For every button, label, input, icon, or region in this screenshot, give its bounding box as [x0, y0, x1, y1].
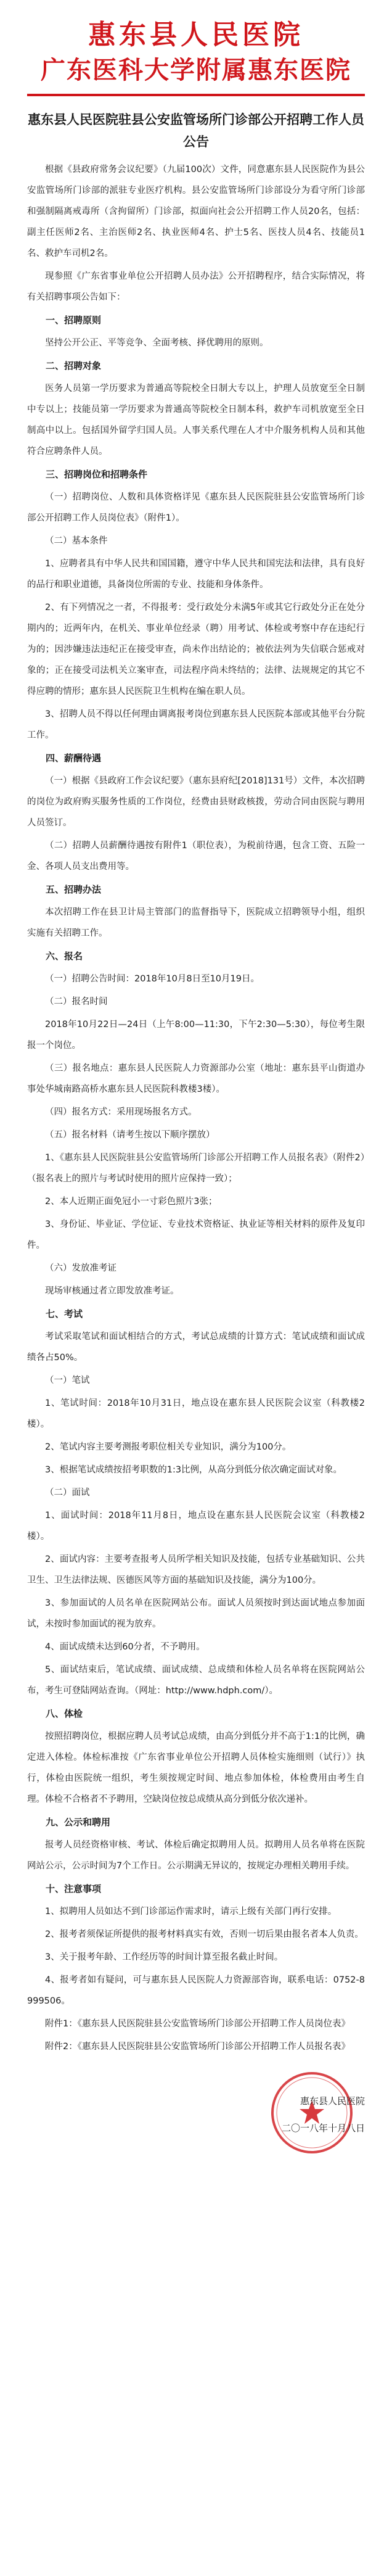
body-paragraph: （四）报名方式：采用现场报名方式。 [45, 1107, 197, 1117]
body-paragraph: （三）报名地点：惠东县人民医院人力资源部办公室（地址：惠东县平山街道办事处华城南路高桥水惠东县人民医院科教楼3楼）。 [27, 1063, 365, 1094]
signature-organization: 惠东县人民医院 [300, 2095, 365, 2107]
document-page [27, 17, 365, 2162]
body-paragraph: 附件2：《惠东县人民医院驻县公安监管场所门诊部公开招聘工作人员报名表》 [45, 2042, 350, 2052]
body-paragraph: （五）报名材料（请考生按以下顺序摆放） [45, 1130, 215, 1140]
section-heading: 十、注意事项 [46, 1883, 102, 1894]
body-paragraph: 报考人员经资格审核、考试、体检后确定拟聘用人员。拟聘用人员名单将在医院网站公示，公示时间为7个工作日。公示期满无异议的，按规定办理相关聘用手续。 [27, 1840, 365, 1871]
red-seal-icon [269, 2070, 355, 2156]
section-heading: 二、招聘对象 [46, 360, 102, 371]
letterhead-affiliation: 广东医科大学附属惠东医院 [41, 56, 351, 85]
body-paragraph: 4、报考者如有疑问，可与惠东县人民医院人力资源部咨询，联系电话：0752-8999506。 [27, 1975, 365, 2006]
document-title: 惠东县人民医院驻县公安监管场所门诊部公开招聘工作人员公告 [28, 112, 364, 149]
body-paragraph: （一）招聘岗位、人数和具体资格详见《惠东县人民医院驻县公安监管场所门诊部公开招聘工作人员岗位表》（附件1）。 [27, 492, 365, 523]
body-paragraph: 3、关于报考年龄、工作经历等的时间计算至报名截止时间。 [45, 1952, 284, 1962]
body-paragraph: （一）招聘公告时间：2018年10月8日至10月19日。 [45, 974, 259, 984]
section-heading: 一、招聘原则 [46, 315, 102, 326]
body-paragraph: （二）招聘人员薪酬待遇按有附件1（职位表），为税前待遇，包含工资、五险一金、各项人员支出费用等。 [27, 841, 365, 872]
body-paragraph: 医务人员第一学历要求为普通高等院校全日制大专以上，护理人员放宽至全日制中专以上；技能员第一学历要求为普通高等院校全日制本科，救护车司机放宽至全日制高中以上。包括国外留学归国人员。人事关系代理在人才中介服务机构人员和其他符合应聘条件人员。 [27, 384, 365, 456]
body-paragraph: 附件1：《惠东县人民医院驻县公安监管场所门诊部公开招聘工作人员岗位表》 [45, 2019, 350, 2029]
section-heading: 八、体检 [46, 1708, 83, 1719]
body-paragraph: （六）发放准考证 [45, 1263, 116, 1273]
body-paragraph: 根据《县政府常务会议纪要》（九届100次）文件，同意惠东县人民医院作为县公安监管场所门诊部的派驻专业医疗机构。县公安监管场所门诊部设分为看守所门诊部和强制隔离戒毒所（含拘留所）门诊部，拟面向社会公开招聘工作人员20名，包括：副主任医师2名、主治医师2名、执业医师4名、护士5名、医技人员4名、技能员1名、救护车司机2名。 [27, 165, 365, 258]
body-paragraph: 3、身份证、毕业证、学位证、专业技术资格证、执业证等相关材料的原件及复印件。 [27, 1220, 365, 1250]
section-heading: 七、考试 [46, 1308, 83, 1319]
section-heading: 三、招聘岗位和招聘条件 [46, 469, 148, 480]
body-paragraph: 1、拟聘用人员如达不到门诊部运作需求时，请示上级有关部门再行安排。 [45, 1907, 337, 1917]
letterhead [27, 17, 365, 88]
body-paragraph: （二）基本条件 [45, 536, 108, 546]
body-paragraph: 2018年10月22日—24日（上午8:00—11:30，下午2:30—5:30），每位考生限报一个岗位。 [27, 1020, 365, 1051]
body-paragraph: 现场审核通过者立即发放准考证。 [45, 1286, 179, 1296]
body-paragraph: 现参照《广东省事业单位公开招聘人员办法》公开招聘程序，结合实际情况，将有关招聘事项公告如下： [27, 271, 365, 302]
body-paragraph: （二）报名时间 [45, 997, 108, 1007]
section-heading: 四、薪酬待遇 [46, 753, 102, 764]
body-paragraph: 本次招聘工作在县卫计局主管部门的监督指导下，医院成立招聘领导小组，组织实施有关招聘工作。 [27, 907, 365, 938]
body-paragraph: 2、笔试内容主要考测报考职位相关专业知识，满分为100分。 [45, 1442, 292, 1452]
section-heading: 六、报名 [46, 951, 83, 962]
body-paragraph: （一）根据《县政府工作会议纪要》（惠东县府纪[2018]131号）文件，本次招聘的岗位为政府购买服务性质的工作岗位，经费由县财政核拨，劳动合同由医院与聘用人员签订。 [27, 776, 365, 828]
body-paragraph: 3、参加面试的人员名单在医院网站公布。面试人员须按时到达面试地点参加面试，未按时参加面试的视为放弃。 [27, 1598, 365, 1629]
signature-date: 二〇一八年十月八日 [281, 2123, 365, 2134]
document-body [27, 159, 365, 2057]
body-paragraph: 考试采取笔试和面试相结合的方式，考试总成绩的计算方式：笔试成绩和面试成绩各占50%。 [27, 1332, 365, 1363]
body-paragraph: 2、本人近期正面免冠小一寸彩色照片3张； [45, 1197, 218, 1207]
body-paragraph: 1、应聘者具有中华人民共和国国籍，遵守中华人民共和国宪法和法律，具有良好的品行和职业道德，具备岗位所需的专业、技能和身体条件。 [27, 559, 365, 590]
body-paragraph: 按照招聘岗位，根据应聘人员考试总成绩，由高分到低分并不高于1:1的比例，确定进入体检。体检标准按《广东省事业单位公开招聘人员体检实施细则（试行）》执行，体检由医院统一组织，考生须按规定时间、地点参加体检，体检费用由考生自理。体检不合格者不予聘用，空缺岗位按总成绩从高分到低分依次递补。 [27, 1732, 365, 1804]
body-paragraph: 1、《惠东县人民医院驻县公安监管场所门诊部公开招聘工作人员报名表》（附件2）（报名表上的照片与考试时使用的照片应保持一致）； [27, 1153, 365, 1184]
body-paragraph: 2、面试内容：主要考查报考人员所学相关知识及技能，包括专业基础知识、公共卫生、卫生法律法规、医德医风等方面的基础知识及技能，满分为100分。 [27, 1554, 365, 1585]
section-heading: 五、招聘办法 [46, 884, 102, 895]
body-paragraph: （一）笔试 [45, 1376, 90, 1385]
section-heading: 九、公示和聘用 [46, 1817, 111, 1828]
body-paragraph: 1、笔试时间：2018年10月31日，地点设在惠东县人民医院会议室（科教楼2楼）。 [27, 1398, 365, 1429]
body-paragraph: 坚持公开公正、平等竞争、全面考核、择优聘用的原则。 [45, 338, 269, 348]
letterhead-red-rule [27, 94, 365, 96]
body-paragraph: 3、根据笔试成绩按招考职数的1:3比例，从高分到低分依次确定面试对象。 [45, 1465, 343, 1475]
body-paragraph: 5、面试结束后，笔试成绩、面试成绩、总成绩和体检人员名单将在医院网站公布，考生可登陆网站查询。（网址：http://www.hdph.com/）。 [27, 1665, 365, 1696]
body-paragraph: 3、招聘人员不得以任何理由调离报考岗位到惠东县人民医院本部或其他平台分院工作。 [27, 709, 365, 740]
body-paragraph: 4、面试成绩未达到60分者，不予聘用。 [45, 1642, 205, 1652]
body-paragraph: （二）面试 [45, 1488, 90, 1498]
body-paragraph: 1、面试时间：2018年11月8日，地点设在惠东县人民医院会议室（科教楼2楼）。 [27, 1511, 365, 1542]
body-paragraph: 2、报考者须保证所提供的报考材料真实有效，否则一切后果由报名者本人负责。 [45, 1930, 364, 1939]
body-paragraph: 2、有下列情况之一者，不得报考：受行政处分未满5年或其它行政处分正在处分期内的；近两年内，在机关、事业单位经录（聘）用考试、体检或考察中存在违纪行为的；因涉嫌违法违纪正在接受审查，尚未作出结论的；被依法列为失信联合惩戒对象的；正在接受司法机关立案审查，司法程序尚未终结的；法律、法规规定的其它不得应聘的情形；惠东县人民医院卫生机构在编在职人员。 [27, 603, 365, 696]
letterhead-hospital-name: 惠东县人民医院 [88, 19, 304, 51]
signature-block [27, 2070, 365, 2162]
